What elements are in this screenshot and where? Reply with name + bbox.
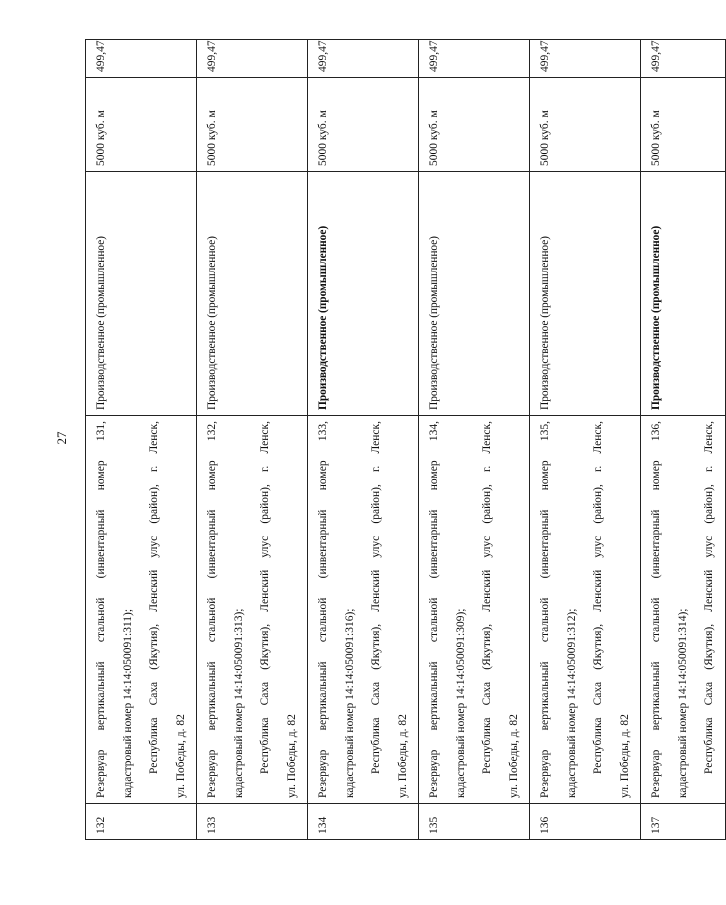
row-number: 135 <box>419 804 530 840</box>
description-line: кадастровый номер 14:14:050091:316); <box>343 608 356 798</box>
value-cell: 499,47 <box>197 40 308 78</box>
usage-purpose <box>308 172 419 416</box>
table-row <box>530 40 641 840</box>
description-line: Резервуар вертикальный стальной (инвентарный номер 134, <box>428 421 440 798</box>
object-description <box>530 416 641 804</box>
row-number: 134 <box>308 804 419 840</box>
description-line: кадастровый номер 14:14:050091:312); <box>565 608 578 798</box>
object-description <box>197 416 308 804</box>
usage-purpose <box>641 172 726 416</box>
usage-purpose: Производственное (промышленное) <box>197 172 308 416</box>
volume-cell: 5000 куб. м <box>197 78 308 172</box>
volume-cell: 5000 куб. м <box>530 78 641 172</box>
usage-purpose-text: Производственное (промышленное) <box>317 225 329 410</box>
row-number: 136 <box>530 804 641 840</box>
description-line: Резервуар вертикальный стальной (инвентарный номер 136, <box>650 421 662 798</box>
table-row <box>308 40 419 840</box>
description-line: Республика Саха (Якутия), Ленский улус (район), г. Ленск, <box>148 421 160 774</box>
rotated-table-wrapper <box>85 40 715 840</box>
volume-cell: 5000 куб. м <box>641 78 726 172</box>
table-row <box>641 40 726 840</box>
object-description <box>641 416 726 804</box>
row-number: 133 <box>197 804 308 840</box>
page-number: 27 <box>54 431 69 445</box>
usage-purpose: Производственное (промышленное) <box>530 172 641 416</box>
description-line: ул. Победы, д. 82 <box>174 714 187 798</box>
description-line: кадастровый номер 14:14:050091:313); <box>232 608 245 798</box>
description-line: Республика Саха (Якутия), Ленский улус (район), г. Ленск, <box>703 421 715 774</box>
object-description <box>419 416 530 804</box>
table-row <box>86 40 197 840</box>
property-table <box>85 39 726 840</box>
description-line: ул. Победы, д. 82 <box>285 714 298 798</box>
description-line: Резервуар вертикальный стальной (инвентарный номер 132, <box>206 421 218 798</box>
object-description <box>308 416 419 804</box>
description-line: Резервуар вертикальный стальной (инвентарный номер 135, <box>539 421 551 798</box>
description-line: ул. Победы, д. 82 <box>396 714 409 798</box>
row-number: 137 <box>641 804 726 840</box>
value-cell: 499,47 <box>530 40 641 78</box>
description-line: Республика Саха (Якутия), Ленский улус (район), г. Ленск, <box>481 421 493 774</box>
description-line: ул. Победы, д. 82 <box>618 714 631 798</box>
usage-purpose: Производственное (промышленное) <box>419 172 530 416</box>
usage-purpose-text: Производственное (промышленное) <box>650 225 662 410</box>
usage-purpose: Производственное (промышленное) <box>86 172 197 416</box>
table-row <box>197 40 308 840</box>
value-cell: 499,47 <box>419 40 530 78</box>
volume-cell: 5000 куб. м <box>419 78 530 172</box>
description-line: Резервуар вертикальный стальной (инвентарный номер 131, <box>95 421 107 798</box>
object-description <box>86 416 197 804</box>
value-cell: 499,47 <box>641 40 726 78</box>
description-line: Резервуар вертикальный стальной (инвентарный номер 133, <box>317 421 329 798</box>
value-cell: 499,47 <box>86 40 197 78</box>
description-line: Республика Саха (Якутия), Ленский улус (район), г. Ленск, <box>592 421 604 774</box>
description-line: кадастровый номер 14:14:050091:314); <box>676 608 689 798</box>
description-line: кадастровый номер 14:14:050091:309); <box>454 608 467 798</box>
description-line: Республика Саха (Якутия), Ленский улус (район), г. Ленск, <box>259 421 271 774</box>
description-line: ул. Победы, д. 82 <box>507 714 520 798</box>
description-line: Республика Саха (Якутия), Ленский улус (район), г. Ленск, <box>370 421 382 774</box>
volume-cell: 5000 куб. м <box>86 78 197 172</box>
volume-cell: 5000 куб. м <box>308 78 419 172</box>
description-line: кадастровый номер 14:14:050091:311); <box>121 608 134 798</box>
value-cell: 499,47 <box>308 40 419 78</box>
table-row <box>419 40 530 840</box>
row-number: 132 <box>86 804 197 840</box>
